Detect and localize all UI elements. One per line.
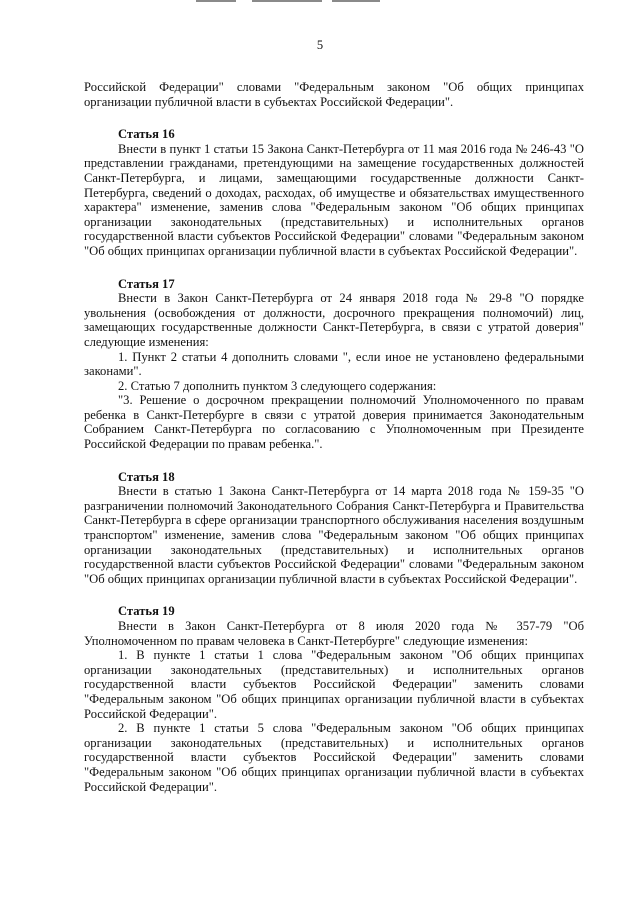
- article-paragraph: "3. Решение о досрочном прекращении полномочий Уполномоченного по правам ребенка в Санкт-Петербурге в связи с утратой доверия принимается Законодательным Собранием Санкт-Петербурга по согласованию с Уполномоченным при Президенте Российской Федерации по правам ребенка.".: [84, 393, 584, 452]
- article-title: Статья 18: [118, 469, 175, 484]
- article-title: Статья 16: [118, 127, 175, 142]
- article-paragraph: Внести в статью 1 Закона Санкт-Петербурга от 14 марта 2018 года № 159-35 "О разграничении полномочий Законодательного Собрания Санкт-Петербурга и Правительства Санкт-Петербурга в сфере организации транспортного обслуживания населения воздушным транспортом" изменение, заменив слова "Федеральным законом "Об общих принципах организации законодательных (представительных) и исполнительных органов государственной власти субъектов Российской Федерации" словами "Федеральным законом "Об общих принципах организации публичной власти в субъектах Российской Федерации".: [84, 484, 584, 586]
- article-paragraph: 2. В пункте 1 статьи 5 слова "Федеральным законом "Об общих принципах организации законодательных (представительных) и исполнительных органов государственной власти субъектов Российской Федерации" заменить словами "Федеральным законом "Об общих принципах организации публичной власти в субъектах Российской Федерации".: [84, 721, 584, 794]
- article-paragraph: Внести в пункт 1 статьи 15 Закона Санкт-Петербурга от 11 мая 2016 года № 246-43 "О представлении гражданами, претендующими на замещение государственных должностей Санкт-Петербурга, и лицами, замещающими государственные должности Санкт-Петербурга, сведений о доходах, расходах, об имуществе и обязательствах имущественного характера" изменение, заменив слова "Федеральным законом "Об общих принципах организации законодательных (представительных) и исполнительных органов государственной власти субъектов Российской Федерации" словами "Федеральным законом "Об общих принципах организации публичной власти в субъектах Российской Федерации".: [84, 141, 584, 258]
- article-18: [84, 470, 584, 587]
- article-paragraph: 1. В пункте 1 статьи 1 слова "Федеральным законом "Об общих принципах организации законодательных (представительных) и исполнительных органов государственной власти субъектов Российской Федерации" заменить словами "Федеральным законом "Об общих принципах организации публичной власти в субъектах Российской Федерации".: [84, 648, 584, 721]
- article-paragraph: 1. Пункт 2 статьи 4 дополнить словами ", если иное не установлено федеральными законами".: [84, 349, 584, 379]
- article-paragraph: Внести в Закон Санкт-Петербурга от 24 января 2018 года № 29-8 "О порядке увольнения (освобождения от должности, досрочного прекращения полномочий) лиц, замещающих государственные должности Санкт-Петербурга, в связи с утратой доверия" следующие изменения:: [84, 291, 584, 349]
- article-17: [84, 277, 584, 452]
- article-title: Статья 17: [118, 276, 175, 291]
- scan-edge-marks: [0, 0, 640, 4]
- document-body: [84, 80, 584, 794]
- intro-paragraph: Российской Федерации" словами "Федеральным законом "Об общих принципах организации публичной власти в субъектах Российской Федерации".: [84, 80, 584, 109]
- article-title: Статья 19: [118, 604, 175, 619]
- article-paragraph: 2. Статью 7 дополнить пунктом 3 следующего содержания:: [118, 378, 437, 393]
- article-19: [84, 604, 584, 794]
- page-number: 5: [316, 38, 324, 52]
- article-paragraph: Внести в Закон Санкт-Петербурга от 8 июля 2020 года № 357-79 "Об Уполномоченном по правам человека в Санкт-Петербурге" следующие изменения:: [84, 619, 584, 648]
- article-16: [84, 127, 584, 258]
